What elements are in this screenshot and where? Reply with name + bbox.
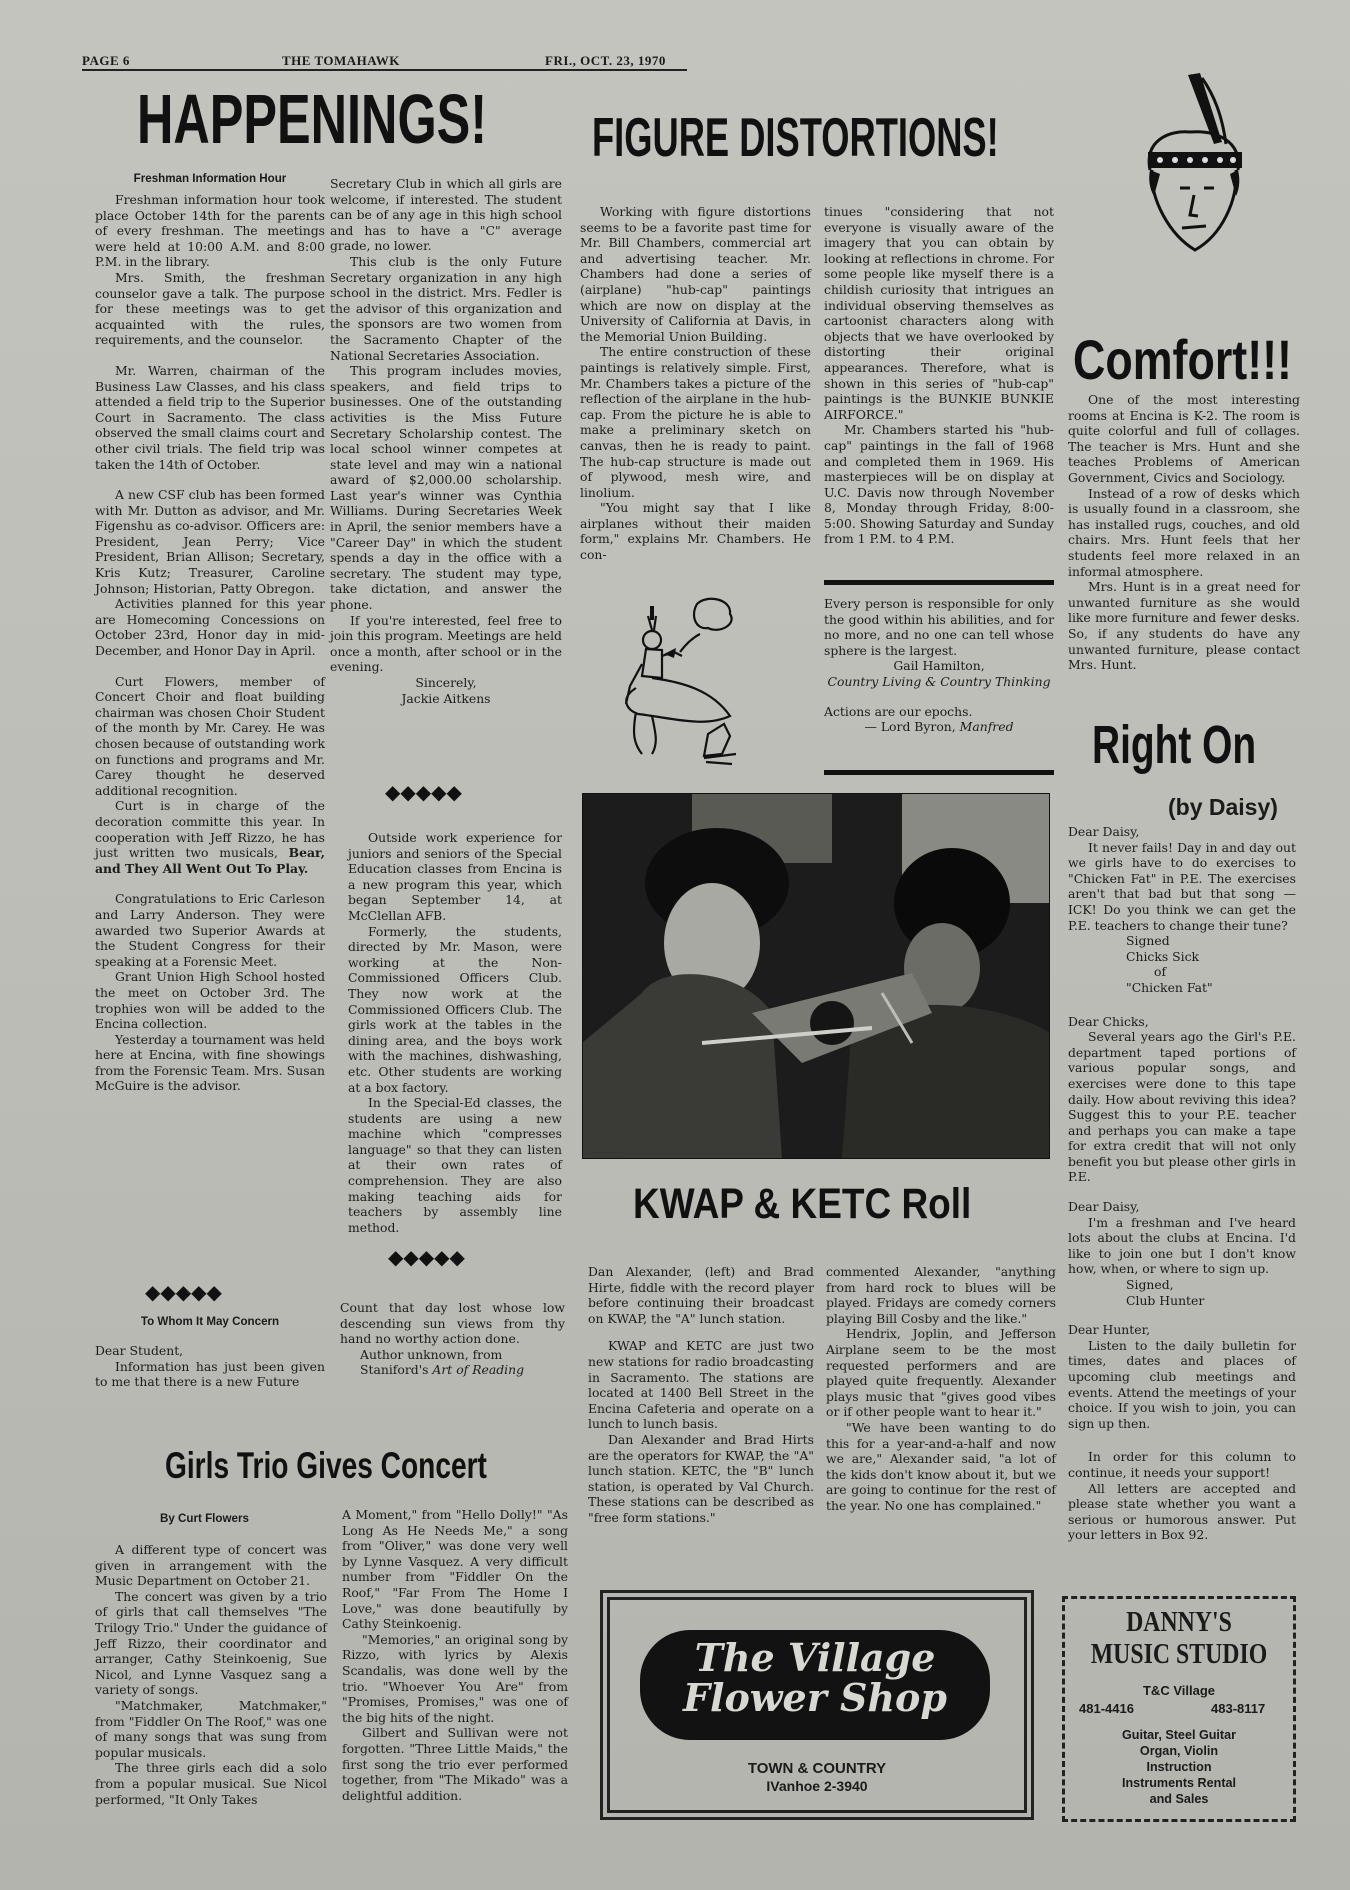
paragraph: "Matchmaker, Matchmaker," from "Fiddler On The Roof," was one of many songs that was sung from popular musicals. bbox=[95, 1697, 327, 1760]
closing-note: In order for this column to continue, it needs your support! bbox=[1068, 1449, 1296, 1480]
danny-service: Organ, Violin bbox=[1139, 1744, 1219, 1758]
paper-name: THE TOMAHAWK bbox=[282, 53, 400, 68]
folio-rule bbox=[82, 69, 687, 71]
paragraph: Yesterday a tournament was held here at Encina, with fine showings from the Forensic Team. Mrs. Susan McGuire is the advisor. bbox=[95, 1031, 325, 1094]
trio-byline: By Curt Flowers bbox=[160, 1512, 249, 1525]
letter2-sign: Club Hunter bbox=[1126, 1292, 1205, 1308]
figure-column-2 bbox=[824, 204, 1054, 547]
paragraph: Secretary Club in which all girls are welcome, if interested. The student can be of any age in this high school and has to have a "C" average grade, no lower. bbox=[330, 176, 562, 254]
concern-text: Information has just been given to me that there is a new Future bbox=[95, 1358, 325, 1390]
comfort-article bbox=[1068, 392, 1300, 673]
quote-text: Every person is responsible for only the good within his abilities, and for no more, and no one can tell whose sphere is the largest. bbox=[824, 596, 1054, 658]
kwap-headline: KWAP & KETC Roll bbox=[633, 1180, 972, 1228]
danny-service: Instruction bbox=[1146, 1760, 1212, 1774]
reply1-body: Several years ago the Girl's P.E. department taped portions of various popular songs, and exercises were done to this tape daily. How about reviving this idea? Suggest this to your P.E. teacher and perhaps you can make a tape for extra credit that will not only benefit you but please other girls in P.E. bbox=[1068, 1029, 1296, 1185]
danny-phone-2: 483-8117 bbox=[1211, 1701, 1266, 1716]
paragraph: Instead of a row of desks which is usually found in a classroom, she has installed rugs, couches, and old chairs. Mrs. Hunt feels that her students feel more relaxed in an informal atmosphere. bbox=[1068, 485, 1300, 579]
kwap-column-2 bbox=[826, 1264, 1056, 1514]
danny-phone-1: 481-4416 bbox=[1079, 1701, 1134, 1716]
paragraph: Formerly, the students, directed by Mr. Mason, were working at the Non-Commissioned Officers Club. They now work at the Commissioned Officers Club. The girls work at the tables in the dining area, and the boys work with the machines, dishwashing, etc. Other students are working at a box factory. bbox=[348, 923, 562, 1095]
trio-headline: Girls Trio Gives Concert bbox=[165, 1445, 487, 1486]
reply2-body: Listen to the daily bulletin for times, dates and places of upcoming club meetings and events. Attend the meetings of your choice. If you wish to join, you can sign up then. bbox=[1068, 1337, 1296, 1431]
danny-service: Instruments Rental bbox=[1121, 1776, 1237, 1790]
closing-note: All letters are accepted and please state whether you want a serious or humorous answer. Put your letters in Box 92. bbox=[1068, 1480, 1296, 1543]
righton-headline: Right On bbox=[1092, 715, 1257, 775]
concern-notice bbox=[95, 1315, 325, 1390]
flower-shop-name-line1: The Village bbox=[694, 1635, 936, 1680]
danny-music-ad bbox=[1062, 1596, 1296, 1822]
kwap-photo bbox=[582, 793, 1050, 1159]
paragraph: Mr. Chambers started his "hub-cap" paintings in the fall of 1968 and completed them in 1969. His masterpieces will be on display at U.C. Davis now through November 8, Monday through Friday, 8:00-5:00. Showing Saturday and Sunday from 1 P.M. to 4 P.M. bbox=[824, 422, 1054, 547]
page-number: PAGE 6 bbox=[82, 53, 130, 68]
issue-date: FRI., OCT. 23, 1970 bbox=[545, 53, 666, 68]
happenings-column-2 bbox=[330, 176, 562, 706]
quote-book: Art of Reading bbox=[432, 1362, 525, 1378]
kwap-column-1 bbox=[588, 1264, 814, 1526]
figure-column-1 bbox=[580, 204, 811, 563]
freshman-heading: Freshman Information Hour bbox=[133, 172, 287, 185]
reply2-salutation: Dear Hunter, bbox=[1068, 1322, 1151, 1338]
letter1-salutation: Dear Daisy, bbox=[1068, 824, 1140, 839]
byron-work: Manfred bbox=[959, 719, 1014, 735]
paragraph: One of the most interesting rooms at Encina is K-2. The room is quite colorful and full of collages. The teacher is Mrs. Hunt and she teaches Problems of American Government, Civics and Sociology. bbox=[1068, 392, 1300, 485]
quote-source-name: Staniford's bbox=[360, 1362, 429, 1378]
danny-services bbox=[1065, 1727, 1293, 1807]
sign-sincerely: Sincerely, bbox=[415, 675, 477, 690]
byron-attribution bbox=[824, 719, 1054, 735]
happenings-headline: HAPPENINGS! bbox=[137, 80, 488, 158]
letter1-sign: Chicks Sick bbox=[1126, 948, 1200, 964]
paragraph: Freshman information hour took place October 14th for the parents of every freshman. The meetings were held at 10:00 A.M. and 8:00 P.M. in the library. bbox=[95, 192, 325, 270]
divider-rule bbox=[824, 580, 1054, 585]
reply1-salutation: Dear Chicks, bbox=[1068, 1013, 1149, 1029]
musicals-titles: Bear, and They All Went Out To Play. bbox=[95, 845, 325, 876]
paragraph: commented Alexander, "anything from hard rock to blues will be played. Fridays are comedy corners playing Bill Cosby and the like." bbox=[826, 1264, 1056, 1326]
danny-location: T&C Village bbox=[1142, 1683, 1215, 1698]
letter1-body: It never fails! Day in and day out we girls have to do exercises to "Chicken Fat" in P.E. The exercises aren't that bad but that song — ICK! Do you think we can get the P.E. teachers to change their tune? bbox=[1068, 839, 1296, 933]
paragraph: Dan Alexander, (left) and Brad Hirte, fiddle with the record player before continuing their broadcast on KWAP, the "A" lunch station. bbox=[588, 1264, 814, 1326]
paragraph: A Moment," from "Hello Dolly!" "As Long As He Needs Me," a song from "Oliver," was done very well by Lynne Vasquez. A very difficult number from "Fiddler On the Roof," "Far From The Home I Love," was done beautifully by Cathy Steinkoenig. bbox=[342, 1507, 568, 1632]
figure-headline: FIGURE DISTORTIONS! bbox=[592, 106, 999, 168]
concern-heading: To Whom It May Concern bbox=[140, 1315, 280, 1328]
letter1-sign: "Chicken Fat" bbox=[1126, 979, 1213, 995]
paragraph: Dan Alexander and Brad Hirts are the operators for KWAP, the "A" lunch station. KETC, the "B" lunch station, is operated by Val Church. These stations can be described as "free form stations." bbox=[588, 1431, 814, 1525]
paragraph: Hendrix, Joplin, and Jefferson Airplane seem to be the most requested performers and are played quite frequently. Alexander plays music that "gives good vibes or if other people want to hear it." bbox=[826, 1326, 1056, 1420]
special-ed-article bbox=[348, 830, 562, 1235]
danny-service: Guitar, Steel Guitar bbox=[1121, 1728, 1237, 1742]
paragraph: This club is the only Future Secretary organization in any high school in the district. Mrs. Fedler is the advisor of this organization and the sponsors are two women from the Sacramento Chapter of the National Secretaries Association. bbox=[330, 253, 562, 363]
paragraph: Mrs. Smith, the freshman counselor gave a talk. The purpose for these meetings was to get acquainted with the rules, requirements, and the counselor. bbox=[95, 269, 325, 348]
danny-name bbox=[1082, 1607, 1276, 1671]
section-divider: ◆◆◆◆◆ bbox=[385, 780, 462, 804]
paragraph: Activities planned for this year are Homecoming Concessions on October 23rd, Honor day in mid-December, and Honor Day in April. bbox=[95, 596, 325, 659]
paragraph: "Memories," an original song by Rizzo, with lyrics by Alexis Scandalis, was done well by the trio. "Whoever You Are" from "Promises, Promises," was one of the big hits of the night. bbox=[342, 1631, 568, 1725]
photo-caption: Dan Alexander and Brad Hirte at the KWAP record player bbox=[592, 1153, 622, 1154]
danny-name-line1: DANNY'S bbox=[1126, 1607, 1232, 1638]
paragraph: Grant Union High School hosted the meet on October 3rd. The trophies won will be added to the Encina collection. bbox=[95, 969, 325, 1032]
section-divider: ◆◆◆◆◆ bbox=[145, 1280, 222, 1304]
paragraph: A new CSF club has been formed with Mr. Dutton as advisor, and Mr. Figenshu as co-advisor. Officers are: President, Jean Perry; Vice President, Brian Allison; Secretary, Kris Kutz; Treasurer, Caroline Johnson; Historian, Patty Obregon. bbox=[95, 487, 325, 596]
sign-name: Jackie Aitkens bbox=[401, 690, 491, 706]
danny-service: and Sales bbox=[1149, 1792, 1209, 1806]
paragraph: KWAP and KETC are just two new stations for radio broadcasting in Sacramento. The stations are located at 1400 Bell Street in the Encina Cafeteria and operate on a lunch to lunch basis. bbox=[588, 1338, 814, 1432]
quote-source bbox=[340, 1362, 565, 1378]
paragraph: A different type of concert was given in arrangement with the Music Department on October 21. bbox=[95, 1542, 327, 1589]
letter1-sign: Signed bbox=[1126, 933, 1170, 949]
danny-name-line2: MUSIC STUDIO bbox=[1090, 1639, 1268, 1670]
paragraph: Gilbert and Sullivan were not forgotten. "Three Little Maids," the first song the trio ever performed together, from "The Mikado" was a delightful addition. bbox=[342, 1725, 568, 1803]
section-divider: ◆◆◆◆◆ bbox=[388, 1245, 465, 1269]
flower-shop-name bbox=[640, 1635, 990, 1720]
paragraph: Curt Flowers, member of Concert Choir and float building chairman was chosen Choir Student of the month by Mr. Carey. He was chosen because of outstanding work on functions and programs and Mr. Carey thought he deserved additional recognition. bbox=[95, 673, 325, 798]
byron-quote: Actions are our epochs. bbox=[824, 703, 973, 719]
paragraph: "We have been wanting to do this for a year-and-a-half and now we are," Alexander said, "a lot of the kids don't know about it, but we are going to continue for the rest of the year. No one has complained." bbox=[826, 1419, 1056, 1513]
quote-source: Country Living & Country Thinking bbox=[827, 673, 1051, 689]
quote-author: Author unknown, from bbox=[360, 1346, 503, 1362]
paragraph: Working with figure distortions seems to be a favorite past time for Mr. Bill Chambers, commercial art and advertising teacher. Mr. Chambers had done a series of (airplane) "hub-cap" paintings which are now on display at the University of California at Davis, in the Memorial Union Building. bbox=[580, 204, 811, 344]
flower-shop-ad bbox=[600, 1590, 1034, 1820]
quote-box bbox=[340, 1300, 565, 1378]
quote-author: Gail Hamilton, bbox=[893, 658, 985, 674]
letter2-body: I'm a freshman and I've heard lots about the clubs at Encina. I'd like to join one but I don't know how, when, or where to sign up. bbox=[1068, 1214, 1296, 1277]
paragraph: Congratulations to Eric Carleson and Larry Anderson. They were awarded two Superior Awards at the Student Congress for their speaking at a Forensic Meet. bbox=[95, 891, 325, 969]
flower-shop-phone: IVanhoe 2-3940 bbox=[766, 1778, 868, 1794]
righton-column bbox=[1068, 824, 1296, 1543]
hamilton-quote bbox=[824, 596, 1054, 735]
letter2-sign: Signed, bbox=[1126, 1277, 1174, 1293]
paragraph: "You might say that I like airplanes without their maiden form," explains Mr. Chambers. He con- bbox=[580, 500, 811, 563]
flower-shop-location: TOWN & COUNTRY bbox=[747, 1760, 887, 1777]
cartoon-illustration bbox=[612, 594, 772, 774]
concern-salutation: Dear Student, bbox=[95, 1343, 184, 1358]
happenings-column-1 bbox=[95, 172, 325, 1094]
paragraph: This program includes movies, speakers, and field trips to businesses. One of the outstanding activities is the Miss Future Secretary Scholarship contest. The local school winner competes at state level and may win a national award of $2,000.00 scholarship. Last year's winner was Cynthia Williams. During Secretaries Week in April, the senior members have a "Career Day" in which the student spends a day in the office with a secretary. The student may type, take dictation, and answer the phone. bbox=[330, 363, 562, 613]
trio-column-2 bbox=[342, 1507, 568, 1803]
flower-shop-name-line2: Flower Shop bbox=[683, 1675, 947, 1720]
tomahawk-mascot bbox=[1130, 70, 1260, 260]
divider-rule bbox=[824, 770, 1054, 775]
paragraph: tinues "considering that not everyone is visually aware of the imagery that you can obtain by looking at reflections in chrome. For some people like myself there is a childish curiosity that intrigues an individual observing themselves as cartoonist characters along with objects that we have overlooked by distorting their original appearances. Therefore, what is shown in this series of "hub-cap" paintings is the BUNKIE BUNKIE AIRFORCE." bbox=[824, 204, 1054, 422]
cloud-shape bbox=[694, 599, 732, 630]
paragraph: The entire construction of these paintings is relatively simple. First, Mr. Chambers takes a picture of the reflection of the airplane in the hub-cap. From the picture he is able to make a preliminary sketch on canvas, then he is ready to paint. The hub-cap structure is made out of plywood, mesh wire, and linolium. bbox=[580, 344, 811, 500]
paragraph: Mr. Warren, chairman of the Business Law Classes, and his class attended a field trip to the Superior Court in Sacramento. The class observed the small claims court and other civil trials. The field trip was taken the 14th of October. bbox=[95, 362, 325, 472]
righton-byline: (by Daisy) bbox=[1168, 794, 1278, 820]
byron-author: — Lord Byron, bbox=[864, 719, 956, 735]
paragraph: Mrs. Hunt is in a great need for unwanted furniture as she would like more furniture and fewer desks. So, if any students do have any unwanted furniture, please contact Mrs. Hunt. bbox=[1068, 579, 1300, 673]
paragraph: Outside work experience for juniors and seniors of the Special Education classes from Encina is a new program this year, which began September 14, at McClellan AFB. bbox=[348, 830, 562, 923]
letter2-salutation: Dear Daisy, bbox=[1068, 1199, 1140, 1215]
paragraph: In the Special-Ed classes, the students are using a new machine which "compresses language" so that they can listen at their own rates of comprehension. They are also making teaching aids for teachers by assembly line method. bbox=[348, 1095, 562, 1235]
musicals-text: Curt is in charge of the decoration committe this year. In cooperation with Jeff Rizzo, he has just written two musicals, bbox=[95, 798, 325, 861]
trio-column-1 bbox=[95, 1512, 327, 1807]
paragraph: The three girls each did a solo from a popular musical. Sue Nicol performed, "It Only Takes bbox=[95, 1760, 327, 1807]
letter1-sign: of bbox=[1154, 964, 1167, 980]
quote-text: Count that day lost whose low descending sun views from thy hand no worthy action done. bbox=[340, 1300, 565, 1347]
paragraph: The concert was given by a trio of girls that call themselves "The Trilogy Trio." Under the guidance of Jeff Rizzo, their coordinator and arranger, Cathy Steinkoenig, Sue Nicol, and Lynne Vasquez sang a variety of songs. bbox=[95, 1588, 327, 1698]
paragraph bbox=[95, 798, 325, 876]
paragraph: If you're interested, feel free to join this program. Meetings are held once a month, after school or in the evening. bbox=[330, 612, 562, 675]
comfort-headline: Comfort!!! bbox=[1073, 328, 1292, 391]
